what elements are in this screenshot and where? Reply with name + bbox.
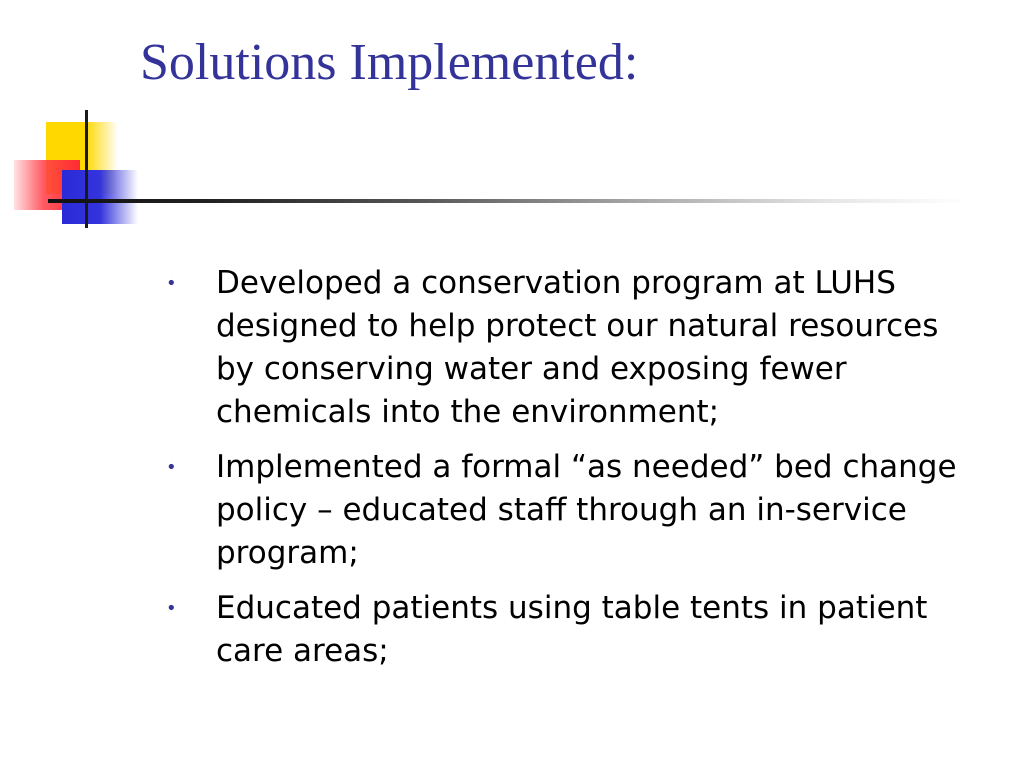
bullet-list [162, 262, 982, 685]
bullet-item-conservation-program [162, 262, 982, 434]
decorative-vertical-line [85, 110, 88, 228]
bullet-item-patient-education [162, 587, 982, 673]
bullet-text: Implemented a formal “as needed” bed change policy – educated staff through an in-service program; [216, 449, 957, 571]
title-underline-divider [48, 199, 968, 203]
bullet-icon: • [166, 457, 177, 478]
decorative-blue-square [62, 170, 138, 224]
slide-title: Solutions Implemented: [140, 34, 639, 91]
bullet-text: Developed a conservation program at LUHS designed to help protect our natural resources by conserving water and exposing fewer chemicals into the environment; [216, 265, 939, 430]
bullet-icon: • [166, 273, 177, 294]
bullet-item-bed-change-policy [162, 446, 982, 575]
bullet-text: Educated patients using table tents in patient care areas; [216, 590, 928, 669]
bullet-icon: • [166, 598, 177, 619]
